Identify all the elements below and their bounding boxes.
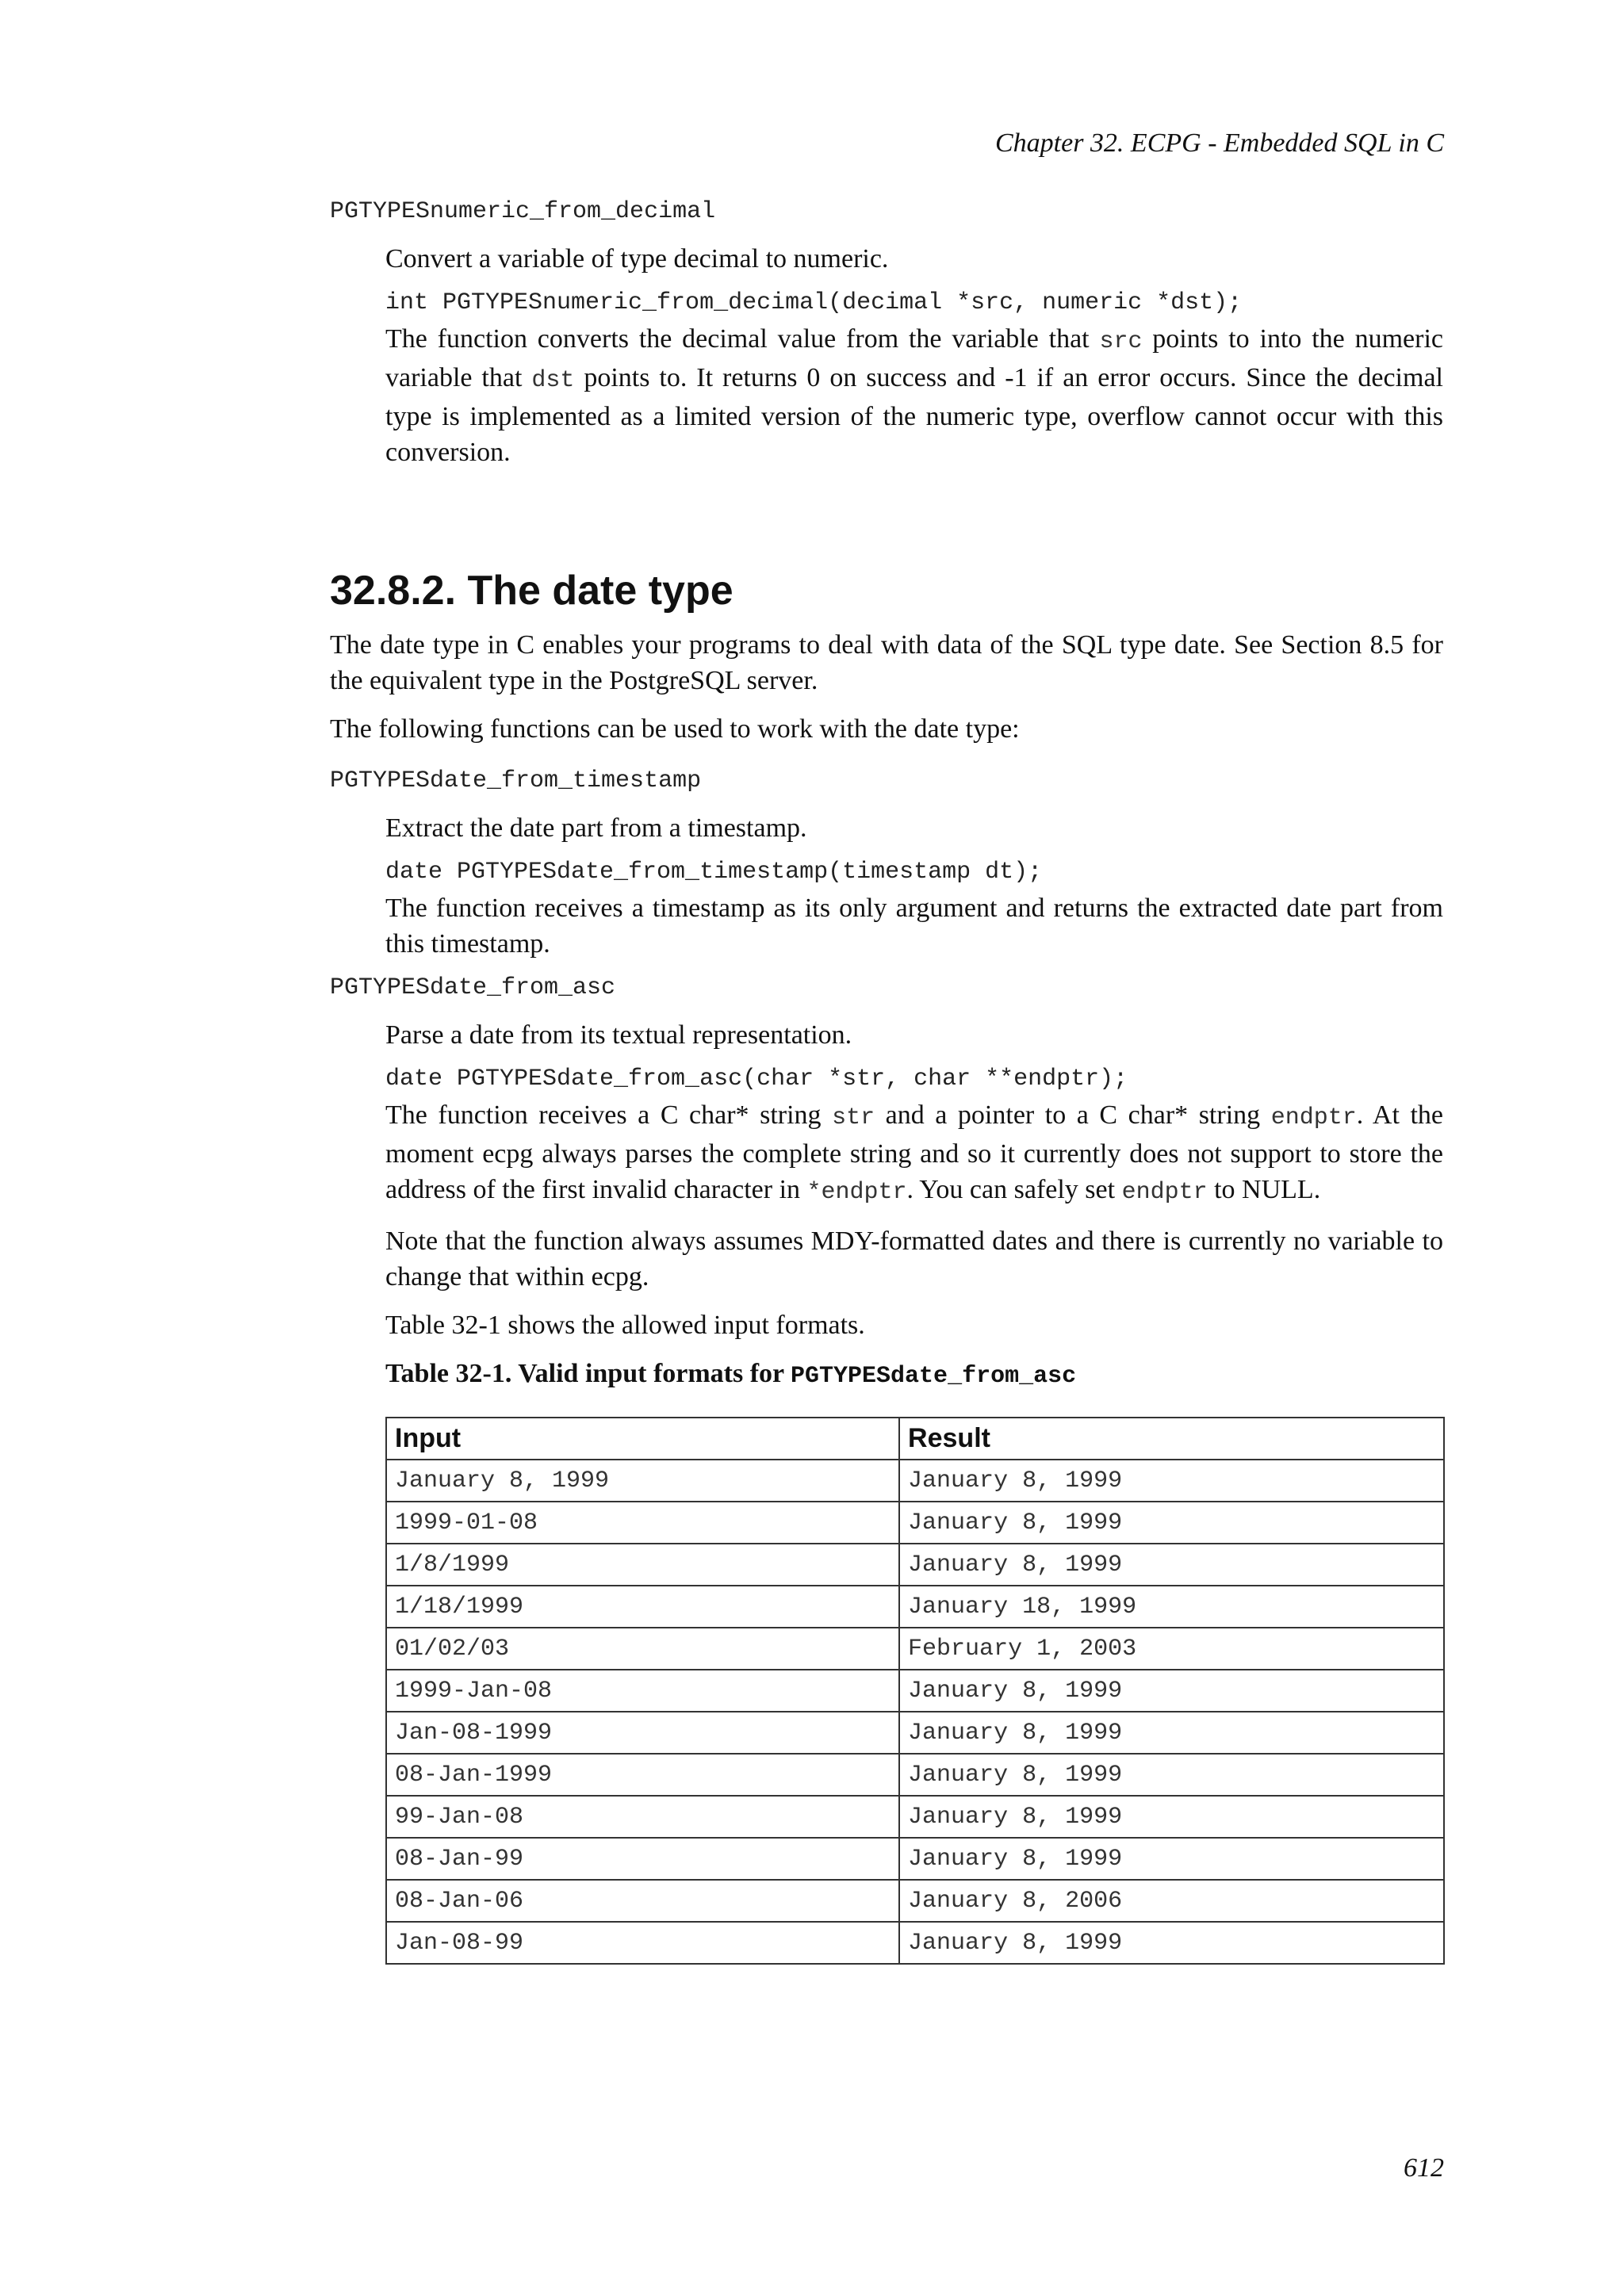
table-body [386, 1460, 1444, 1964]
section-title: 32.8.2. The date type [330, 568, 733, 614]
table-header-row [386, 1418, 1444, 1460]
inline-code-str: str [832, 1104, 875, 1131]
function-summary: Parse a date from its textual representation. [385, 1020, 852, 1050]
page-content [330, 198, 1443, 1965]
table-caption [385, 1359, 1443, 1390]
table-row [386, 1544, 1444, 1586]
cell-result: January 8, 1999 [899, 1922, 1444, 1964]
function-synopsis: date PGTYPESdate_from_timestamp(timestamp dt); [385, 859, 1043, 886]
cell-result: January 8, 2006 [899, 1880, 1444, 1922]
description-text: . At the moment ecpg always parses the complete string and so it currently does not support to store the address of the first invalid character in [385, 1100, 1443, 1204]
table-row [386, 1796, 1444, 1838]
description-text: and a pointer to a C char* string [875, 1100, 1271, 1130]
table-row [386, 1670, 1444, 1712]
cell-input: 1/8/1999 [386, 1544, 899, 1586]
description-text: The function converts the decimal value from the variable that [385, 324, 1100, 354]
description-text: points to. It returns 0 on success and -1 if an error occurs. Since the decimal type is implemented as a limited version of the numeric type, overflow cannot occur with this conversion. [385, 363, 1443, 467]
cell-result: January 8, 1999 [899, 1796, 1444, 1838]
function-note: Note that the function always assumes MDY-formatted dates and there is currently no variable to change that within ecpg. [385, 1226, 1443, 1292]
table-row [386, 1628, 1444, 1670]
table-row [386, 1502, 1444, 1544]
inline-code-endptr: endptr [1121, 1179, 1208, 1206]
cell-input: 01/02/03 [386, 1628, 899, 1670]
cell-input: 99-Jan-08 [386, 1796, 899, 1838]
function-entry-numeric-from-decimal [385, 241, 1443, 470]
cell-input: 08-Jan-1999 [386, 1754, 899, 1796]
table-row [386, 1880, 1444, 1922]
function-synopsis: date PGTYPESdate_from_asc(char *str, char **endptr); [385, 1066, 1128, 1093]
table-row [386, 1922, 1444, 1964]
page-number: 612 [1404, 2153, 1444, 2183]
table-caption-code: PGTYPESdate_from_asc [791, 1363, 1077, 1390]
inline-code-dst: dst [531, 367, 575, 394]
table-reference: Table 32-1 shows the allowed input formats. [385, 1311, 865, 1340]
function-synopsis: int PGTYPESnumeric_from_decimal(decimal *src, numeric *dst); [385, 289, 1243, 316]
cell-input: January 8, 1999 [386, 1460, 899, 1502]
function-description: The function receives a timestamp as its only argument and returns the extracted date part from this timestamp. [385, 894, 1443, 959]
cell-result: January 8, 1999 [899, 1670, 1444, 1712]
cell-input: 1999-01-08 [386, 1502, 899, 1544]
function-summary: Convert a variable of type decimal to numeric. [385, 244, 889, 274]
table-row [386, 1754, 1444, 1796]
inline-code-src: src [1099, 328, 1143, 355]
cell-result: January 8, 1999 [899, 1712, 1444, 1754]
table-caption-text: Table 32-1. Valid input formats for [385, 1359, 791, 1388]
description-text: points to into the numeric variable that [385, 324, 1443, 392]
function-term-date-from-timestamp: PGTYPESdate_from_timestamp [330, 767, 702, 794]
cell-result: January 8, 1999 [899, 1460, 1444, 1502]
inline-code-star-endptr: *endptr [806, 1179, 907, 1206]
cell-result: January 18, 1999 [899, 1586, 1444, 1628]
function-description [385, 1097, 1443, 1211]
inline-code-endptr: endptr [1270, 1104, 1357, 1131]
cell-input: 08-Jan-06 [386, 1880, 899, 1922]
function-description [385, 321, 1443, 470]
cell-result: February 1, 2003 [899, 1628, 1444, 1670]
cell-result: January 8, 1999 [899, 1838, 1444, 1880]
column-header-input: Input [386, 1418, 899, 1460]
cell-input: Jan-08-1999 [386, 1712, 899, 1754]
cell-result: January 8, 1999 [899, 1544, 1444, 1586]
cell-input: 1999-Jan-08 [386, 1670, 899, 1712]
section-intro: The date type in C enables your programs to deal with data of the SQL type date. See Section 8.5 for the equivalent type in the PostgreSQL server. [330, 630, 1443, 695]
function-summary: Extract the date part from a timestamp. [385, 813, 807, 843]
function-term-numeric-from-decimal: PGTYPESnumeric_from_decimal [330, 198, 716, 225]
function-entry-date-from-timestamp [385, 810, 1443, 962]
cell-input: Jan-08-99 [386, 1922, 899, 1964]
description-text: The function receives a C char* string [385, 1100, 833, 1130]
description-text: to NULL. [1207, 1175, 1321, 1204]
input-formats-table [385, 1417, 1445, 1965]
description-text: . You can safely set [906, 1175, 1122, 1204]
running-head: Chapter 32. ECPG - Embedded SQL in C [994, 128, 1444, 158]
column-header-result: Result [899, 1418, 1444, 1460]
function-term-date-from-asc: PGTYPESdate_from_asc [330, 974, 616, 1001]
table-row [386, 1586, 1444, 1628]
cell-input: 08-Jan-99 [386, 1838, 899, 1880]
table-row [386, 1712, 1444, 1754]
table-row [386, 1838, 1444, 1880]
table-row [386, 1460, 1444, 1502]
section-lead: The following functions can be used to work with the date type: [330, 714, 1020, 744]
cell-result: January 8, 1999 [899, 1754, 1444, 1796]
function-entry-date-from-asc [385, 1017, 1443, 1390]
cell-result: January 8, 1999 [899, 1502, 1444, 1544]
cell-input: 1/18/1999 [386, 1586, 899, 1628]
